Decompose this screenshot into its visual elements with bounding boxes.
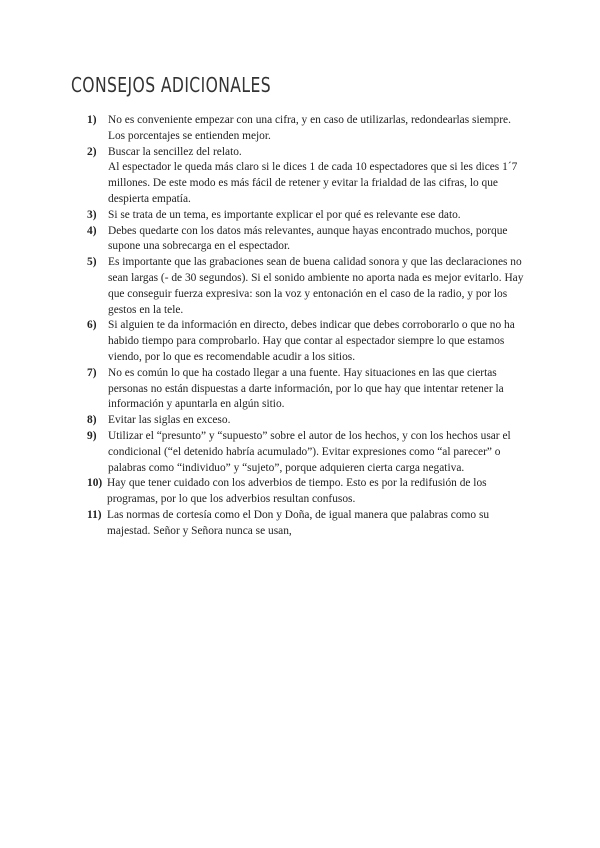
item-paragraph: Si se trata de un tema, es importante explicar el por qué es relevante ese dato. — [108, 208, 461, 221]
item-text — [108, 318, 527, 365]
list-item — [87, 113, 527, 145]
item-text — [108, 255, 527, 318]
list-item — [87, 318, 527, 365]
item-number: 1) — [87, 114, 97, 126]
list-item — [87, 366, 527, 413]
list-item — [87, 508, 527, 540]
item-paragraph: Evitar las siglas en exceso. — [108, 414, 231, 427]
item-text — [108, 413, 527, 429]
item-number: 6) — [87, 319, 97, 332]
item-number: 4) — [87, 224, 97, 237]
list-item — [87, 208, 527, 224]
item-paragraph: Debes quedarte con los datos más relevantes, aunque hayas encontrado muchos, porque supone una sobrecarga en el espectador. — [108, 224, 508, 253]
page-title: CONSEJOS ADICIONALES — [71, 73, 271, 97]
item-paragraph: Hay que tener cuidado con los adverbios de tiempo. Esto es por la redifusión de los programas, por lo que los adverbios resultan confusos. — [107, 477, 487, 506]
list-item — [87, 145, 527, 208]
item-paragraph: Buscar la sencillez del relato. — [108, 145, 242, 158]
item-paragraph: Es importante que las grabaciones sean de buena calidad sonora y que las declaraciones no sean largas (- de 30 segundos). Si el sonido ambiente no aporta nada es mejor evitarlo. Hay que conseguir fuerza expresiva: son la voz y entonación en el caso de la radio, y por los gestos en la tele. — [108, 256, 524, 316]
item-text — [108, 208, 527, 224]
list-item — [87, 476, 527, 508]
list-item — [87, 224, 527, 256]
item-number: 10) — [87, 477, 103, 490]
item-text — [108, 429, 527, 476]
tips-list — [87, 113, 527, 540]
item-paragraph: Las normas de cortesía como el Don y Doña, de igual manera que palabras como su majestad. Señor y Señora nunca se usan, — [107, 508, 490, 537]
item-paragraph: Utilizar el “presunto” y “supuesto” sobre el autor de los hechos, y con los hechos usar el condicional (“el detenido habría acumulado”). Evitar expresiones como “al parecer” o palabras como “individuo” y “sujeto”, porque adquieren cierta carga negativa. — [108, 429, 511, 474]
item-number: 9) — [87, 429, 97, 442]
item-paragraph: Al espectador le queda más claro si le dices 1 de cada 10 espectadores que si les dices 1´7 millones. De este modo es más fácil de retener y evitar la frialdad de las cifras, lo que despierta empatía. — [108, 161, 518, 205]
item-text — [107, 476, 527, 508]
item-number: 8) — [87, 414, 97, 427]
item-number: 7) — [87, 366, 97, 379]
list-item — [87, 255, 527, 318]
item-text — [108, 366, 527, 413]
item-number: 2) — [87, 145, 97, 158]
item-paragraph: No es común lo que ha costado llegar a una fuente. Hay situaciones en las que ciertas personas no están dispuestas a darte información, por lo que hay que intentar retener la información y apuntarla en algún sitio. — [108, 366, 504, 411]
item-paragraph: No es conveniente empezar con una cifra, y en caso de utilizarlas, redondearlas siempre. Los porcentajes se entienden mejor. — [108, 114, 511, 142]
item-number: 5) — [87, 256, 97, 269]
item-number: 11) — [87, 508, 102, 521]
item-text — [108, 224, 527, 256]
list-item — [87, 429, 527, 476]
item-text — [108, 113, 527, 145]
item-number: 3) — [87, 208, 97, 221]
item-text — [108, 145, 527, 208]
list-item — [87, 413, 527, 429]
item-text — [107, 508, 527, 540]
item-paragraph: Si alguien te da información en directo, debes indicar que debes corroborarlo o que no ha habido tiempo para comprobarlo. Hay que contar al espectador siempre lo que estamos viendo, por lo que es recomendable acudir a los sitios. — [108, 319, 515, 363]
